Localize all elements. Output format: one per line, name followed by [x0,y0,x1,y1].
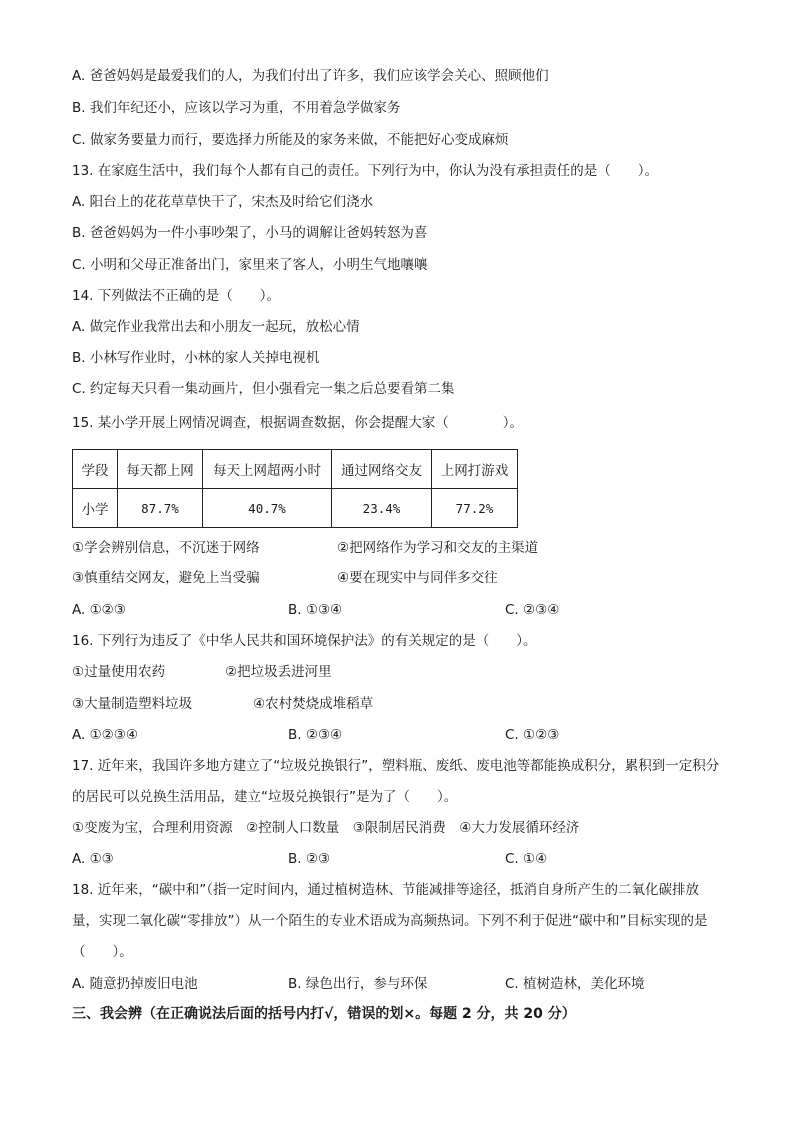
q12-option-b: B. 我们年纪还小，应该以学习为重，不用着急学做家务 [72,100,401,116]
table-header-row [73,450,518,489]
q14-stem: 14. 下列做法不正确的是（ ）。 [72,288,281,304]
q15-item-4: ④要在现实中与同伴多交往 [337,570,498,586]
q14-option-c: C. 约定每天只看一集动画片，但小强看完一集之后总要看第二集 [72,381,455,397]
q13-option-a: A. 阳台上的花花草草快干了，宋杰及时给它们浇水 [72,194,374,210]
q15-option-b: B. ①③④ [288,602,343,618]
q17-stem: 17. 近年来，我国许多地方建立了“垃圾兑换银行”，塑料瓶、废纸、废电池等都能换成积分，累积到一定积分的居民可以兑换生活用品，建立“垃圾兑换银行”是为了（ ）。 [72,758,720,805]
survey-table [72,449,518,528]
q16-item-2: ②把垃圾丢进河里 [225,664,332,680]
table-header: 每天上网超两小时 [203,450,332,489]
q12-option-a: A. 爸爸妈妈是最爱我们的人，为我们付出了许多，我们应该学会关心、照顾他们 [72,68,549,84]
q16-option-c: C. ①②③ [505,727,560,743]
q18-stem: 18. 近年来，“碳中和”（指一定时间内，通过植树造林、节能减排等途径，抵消自身所产生的二氧化碳排放量，实现二氧化碳“零排放”）从一个陌生的专业术语成为高频热词。下列不利于促进“碳中和”目标实现的是（ ）。 [72,882,708,960]
q12-option-c: C. 做家务要量力而行，要选择力所能及的家务来做，不能把好心变成麻烦 [72,132,509,148]
table-cell: 40.7% [203,489,332,528]
table-header: 每天都上网 [118,450,203,489]
q15-item-2: ②把网络作为学习和交友的主渠道 [337,540,539,556]
q13-option-c: C. 小明和父母正准备出门，家里来了客人，小明生气地嚷嚷 [72,257,428,273]
q15-item-1: ①学会辨别信息，不沉迷于网络 [72,540,260,556]
section-3-heading: 三、我会辨（在正确说法后面的括号内打√，错误的划×。每题 2 分，共 20 分） [72,1006,576,1022]
q16-item-1: ①过量使用农药 [72,664,166,680]
table-header: 通过网络交友 [332,450,432,489]
q16-option-b: B. ②③④ [288,727,343,743]
table-row [73,489,518,528]
table-cell: 77.2% [432,489,518,528]
q17-option-b: B. ②③ [288,851,331,867]
table-cell: 小学 [73,489,118,528]
q18-option-a: A. 随意扔掉废旧电池 [72,976,198,992]
q15-option-a: A. ①②③ [72,602,126,618]
q14-option-b: B. 小林写作业时，小林的家人关掉电视机 [72,350,320,366]
table-cell: 23.4% [332,489,432,528]
q15-stem: 15. 某小学开展上网情况调查，根据调查数据，你会提醒大家（ ）。 [72,415,524,431]
q16-item-3: ③大量制造塑料垃圾 [72,696,193,712]
table-header: 上网打游戏 [432,450,518,489]
q17-option-c: C. ①④ [505,851,548,867]
q16-item-4: ④农村焚烧成堆稻草 [253,696,374,712]
q15-option-c: C. ②③④ [505,602,560,618]
q18-option-c: C. 植树造林，美化环境 [505,976,645,992]
table-header: 学段 [73,450,118,489]
q14-option-a: A. 做完作业我常出去和小朋友一起玩，放松心情 [72,319,360,335]
q13-stem: 13. 在家庭生活中，我们每个人都有自己的责任。下列行为中，你认为没有承担责任的是（ ）。 [72,163,659,179]
q13-option-b: B. 爸爸妈妈为一件小事吵架了，小马的调解让爸妈转怒为喜 [72,225,428,241]
q16-stem: 16. 下列行为违反了《中华人民共和国环境保护法》的有关规定的是（ ）。 [72,633,537,649]
q18-option-b: B. 绿色出行，参与环保 [288,976,428,992]
q15-item-3: ③慎重结交网友，避免上当受骗 [72,570,260,586]
q17-items: ①变废为宝，合理利用资源 ②控制人口数量 ③限制居民消费 ④大力发展循环经济 [72,820,580,836]
q17-option-a: A. ①③ [72,851,114,867]
table-cell: 87.7% [118,489,203,528]
q16-option-a: A. ①②③④ [72,727,138,743]
